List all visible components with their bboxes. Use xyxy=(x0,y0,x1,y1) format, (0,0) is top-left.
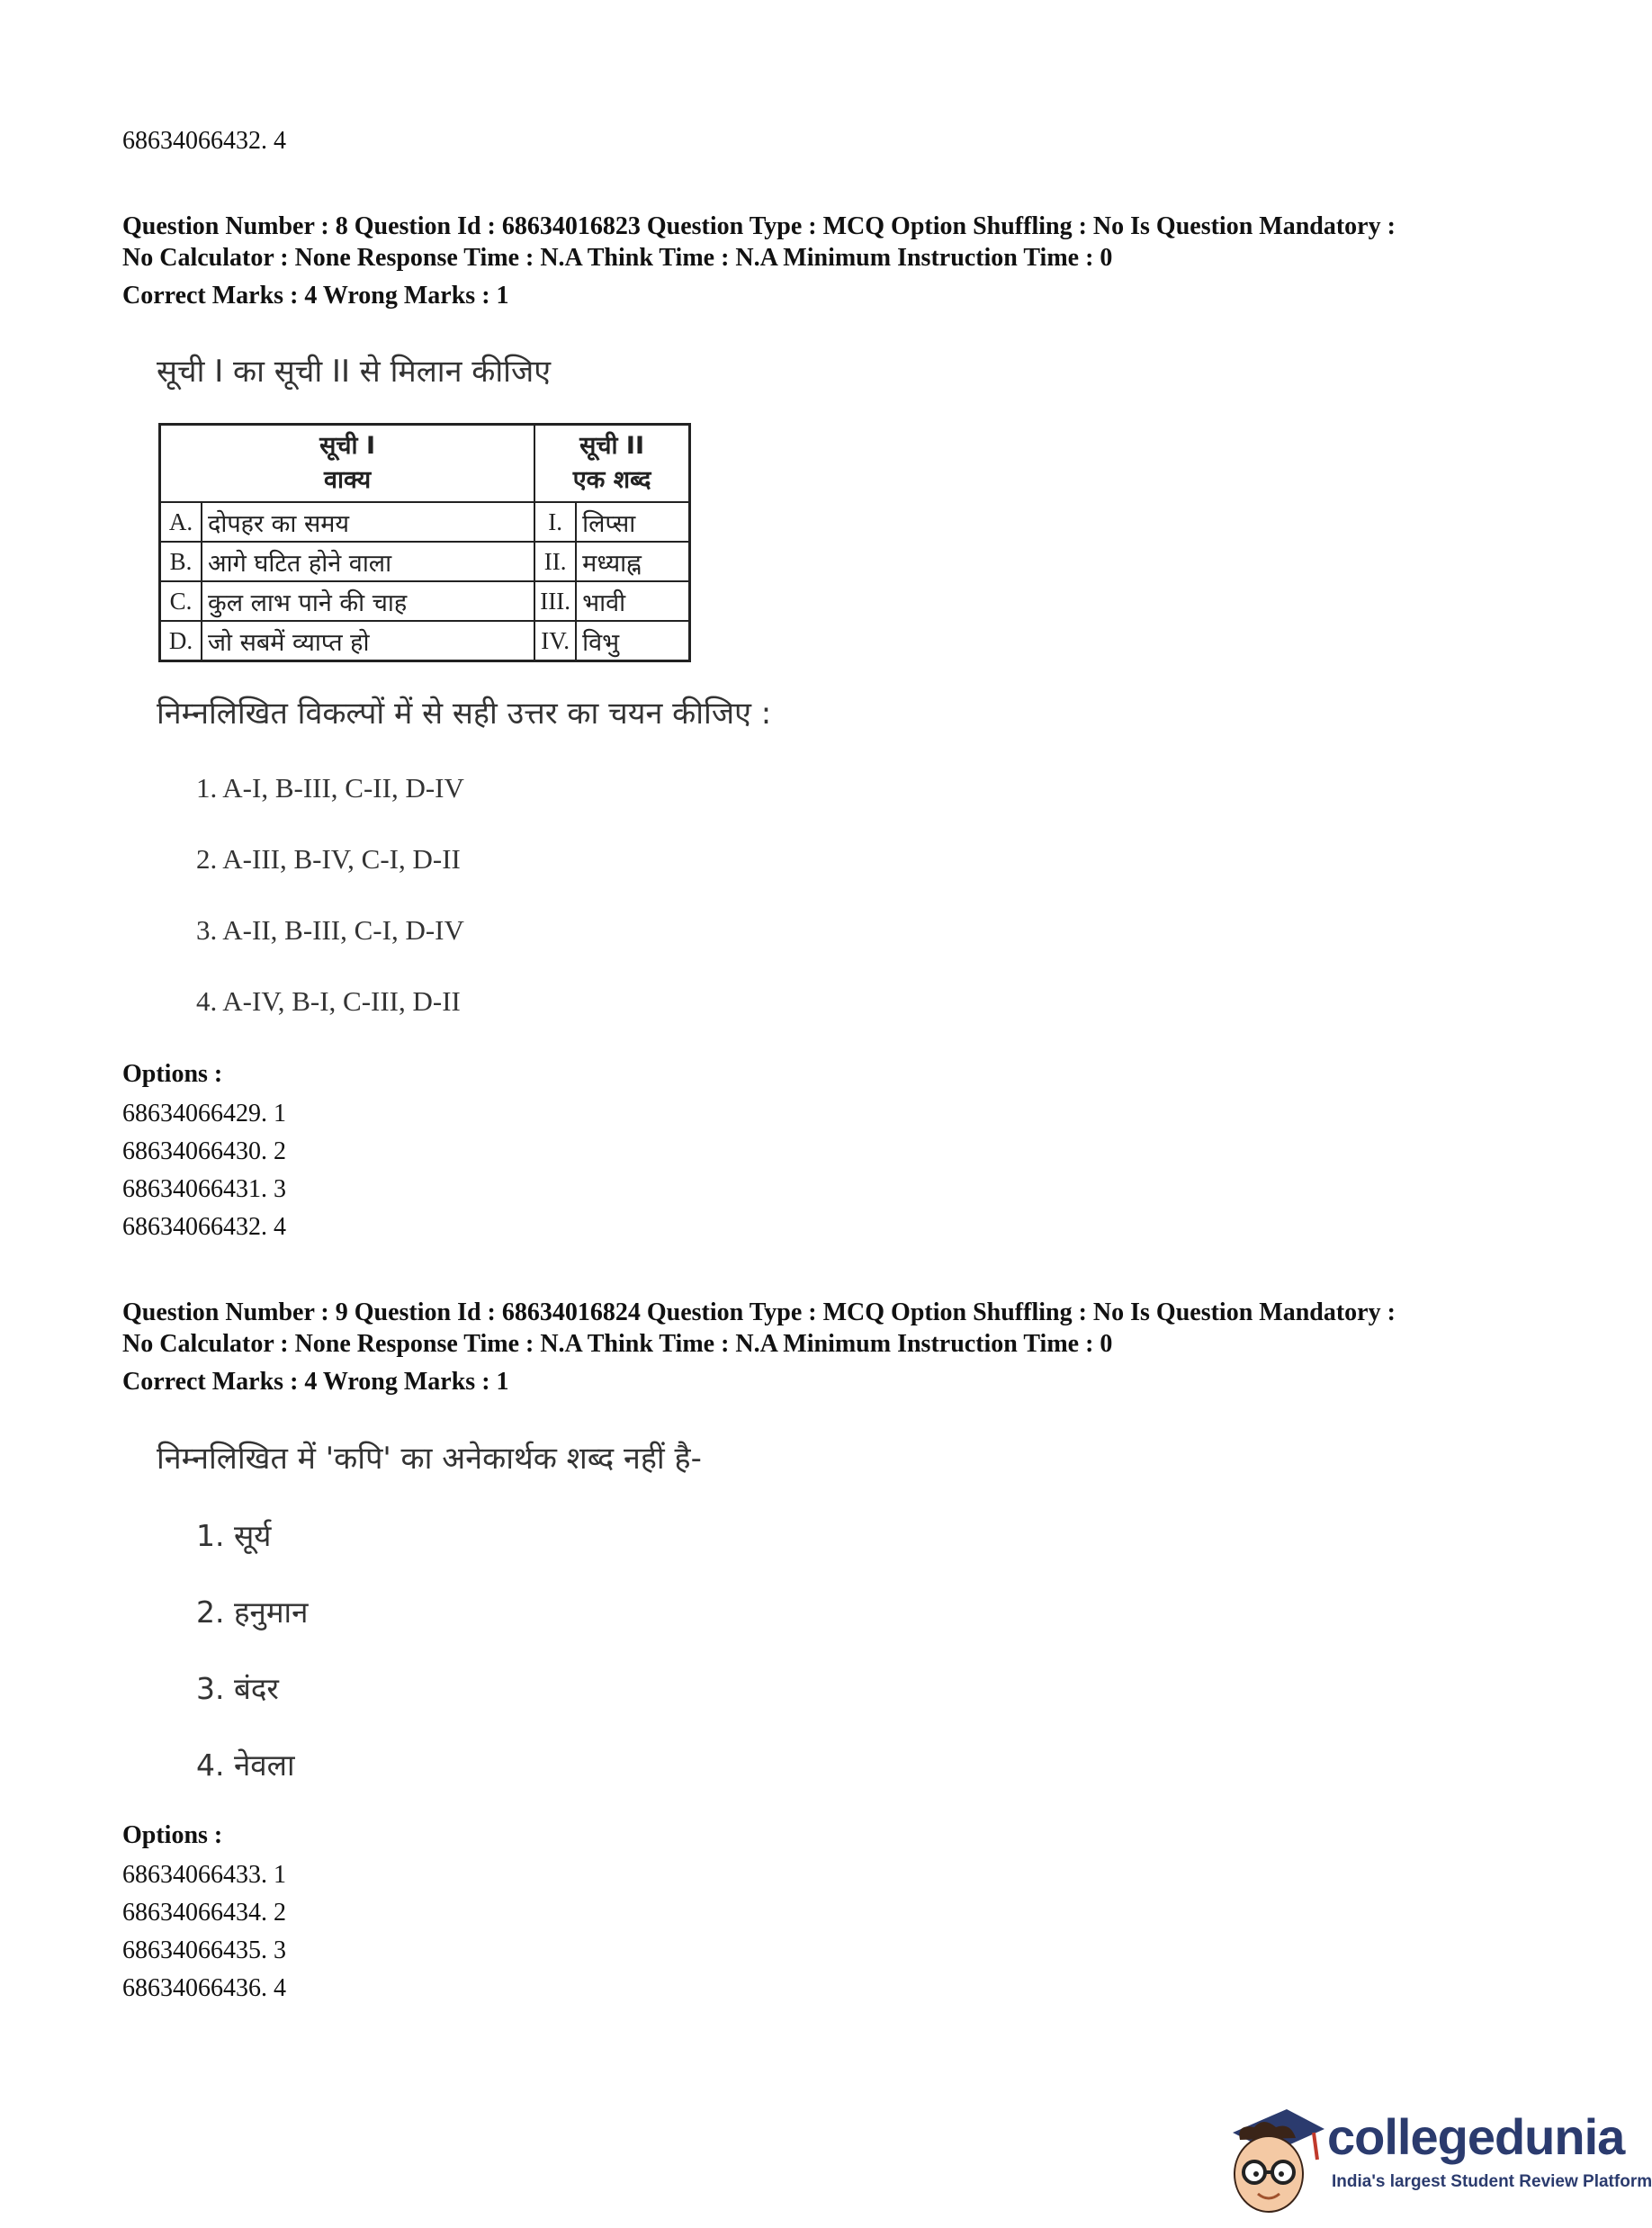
q9-marks: Correct Marks : 4 Wrong Marks : 1 xyxy=(122,1368,509,1396)
logo-wordmark: collegedunia xyxy=(1327,2108,1625,2165)
q9-choice-4: 4. नेवला xyxy=(196,1747,295,1783)
row-word: मध्याह्न xyxy=(576,542,689,581)
q8-choice-2: 2. A-III, B-IV, C-I, D-II xyxy=(196,843,461,875)
q9-option-2: 68634066434. 2 xyxy=(122,1899,286,1927)
q9-option-4: 68634066436. 4 xyxy=(122,1974,286,2002)
row-phrase: जो सबमें व्याप्त हो xyxy=(202,621,534,661)
q8-option-2: 68634066430. 2 xyxy=(122,1137,286,1165)
row-phrase: कुल लाभ पाने की चाह xyxy=(202,581,534,621)
q9-prompt: निम्नलिखित में 'कपि' का अनेकार्थक शब्द नहीं है- xyxy=(157,1441,702,1477)
student-mascot-icon xyxy=(1224,2097,1327,2223)
row-roman: I. xyxy=(534,502,576,542)
q8-meta-line1: Question Number : 8 Question Id : 68634016823 Question Type : MCQ Option Shuffling : No Is Question Mandatory : xyxy=(122,212,1396,240)
q8-options-label: Options : xyxy=(122,1060,223,1088)
table-row xyxy=(160,502,690,542)
table-row xyxy=(160,621,690,661)
q9-option-3: 68634066435. 3 xyxy=(122,1936,286,1964)
row-roman: III. xyxy=(534,581,576,621)
q9-options-label: Options : xyxy=(122,1821,223,1849)
q9-choice-2: 2. हनुमान xyxy=(196,1595,309,1630)
q9-option-1: 68634066433. 1 xyxy=(122,1861,286,1889)
collegedunia-logo xyxy=(1224,2097,1652,2223)
q9-meta-line1: Question Number : 9 Question Id : 68634016824 Question Type : MCQ Option Shuffling : No Is Question Mandatory : xyxy=(122,1298,1396,1326)
q8-choice-4: 4. A-IV, B-I, C-III, D-II xyxy=(196,985,461,1017)
q8-option-3: 68634066431. 3 xyxy=(122,1175,286,1203)
row-word: विभु xyxy=(576,621,689,661)
row-key: A. xyxy=(160,502,202,542)
row-word: भावी xyxy=(576,581,689,621)
prev-option-line: 68634066432. 4 xyxy=(122,127,286,155)
q8-option-4: 68634066432. 4 xyxy=(122,1213,286,1241)
table-head-list2 xyxy=(534,425,689,503)
q8-instruction: निम्नलिखित विकल्पों में से सही उत्तर का चयन कीजिए : xyxy=(157,696,772,732)
head-list1-sub: वाक्य xyxy=(324,466,372,494)
table-row xyxy=(160,581,690,621)
row-key: B. xyxy=(160,542,202,581)
q8-choice-1: 1. A-I, B-III, C-II, D-IV xyxy=(196,772,464,804)
q9-choice-3: 3. बंदर xyxy=(196,1671,279,1706)
q8-marks: Correct Marks : 4 Wrong Marks : 1 xyxy=(122,282,509,310)
row-key: C. xyxy=(160,581,202,621)
row-word: लिप्सा xyxy=(576,502,689,542)
q8-prompt: सूची I का सूची II से मिलान कीजिए xyxy=(157,354,552,390)
q9-meta-line2: No Calculator : None Response Time : N.A Think Time : N.A Minimum Instruction Time : 0 xyxy=(122,1330,1113,1358)
q8-option-1: 68634066429. 1 xyxy=(122,1100,286,1127)
head-list1-title: सूची I xyxy=(319,432,375,460)
table-row xyxy=(160,542,690,581)
row-phrase: दोपहर का समय xyxy=(202,502,534,542)
q8-match-table xyxy=(158,423,691,662)
q8-meta-line2: No Calculator : None Response Time : N.A Think Time : N.A Minimum Instruction Time : 0 xyxy=(122,244,1113,272)
row-phrase: आगे घटित होने वाला xyxy=(202,542,534,581)
row-key: D. xyxy=(160,621,202,661)
head-list2-sub: एक शब्द xyxy=(572,466,651,494)
row-roman: IV. xyxy=(534,621,576,661)
q9-choice-1: 1. सूर्य xyxy=(196,1518,272,1553)
table-head-list1 xyxy=(160,425,535,503)
logo-tagline: India's largest Student Review Platform xyxy=(1332,2172,1652,2191)
q8-choice-3: 3. A-II, B-III, C-I, D-IV xyxy=(196,914,464,946)
row-roman: II. xyxy=(534,542,576,581)
head-list2-title: सूची II xyxy=(579,432,645,460)
